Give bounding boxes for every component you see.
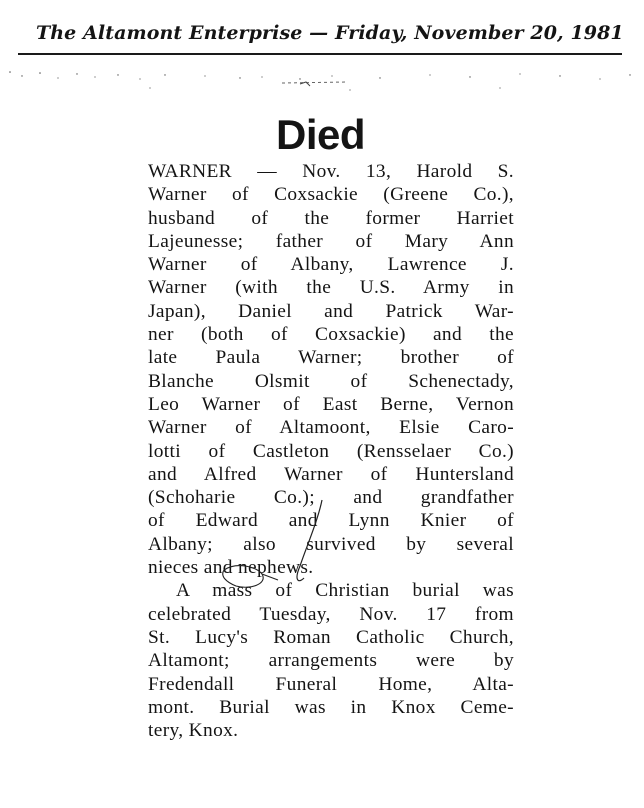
obituary-line: Altamont; arrangements were by xyxy=(148,650,514,672)
obituary-line: (Schoharie Co.); and grandfather xyxy=(148,487,514,509)
obituary-line: celebrated Tuesday, Nov. 17 from xyxy=(148,603,514,625)
obituary-line: ner (both of Coxsackie) and the xyxy=(148,324,514,346)
obituary-line: Japan), Daniel and Patrick War- xyxy=(148,300,514,322)
obituary-text xyxy=(148,160,514,742)
obituary-line: husband of the former Harriet xyxy=(148,207,514,229)
obituary-line: WARNER — Nov. 13, Harold S. xyxy=(148,161,514,182)
obituary-line: Warner of Albany, Lawrence J. xyxy=(148,254,514,276)
obituary-line: Blanche Olsmit of Schenectady, xyxy=(148,370,514,392)
obituary-line: Warner (with the U.S. Army in xyxy=(148,277,514,299)
obituary-line: of Edward and Lynn Knier of xyxy=(148,510,514,532)
masthead-rule xyxy=(18,53,622,55)
obituary-line: A mass of Christian burial was xyxy=(176,580,514,602)
newspaper-masthead: The Altamont Enterprise — Friday, November 20, 1981 xyxy=(36,22,624,44)
obituary-line: and Alfred Warner of Huntersland xyxy=(148,463,514,485)
obituary-line: mont. Burial was in Knox Ceme- xyxy=(148,696,514,718)
obituary-line: St. Lucy's Roman Catholic Church, xyxy=(148,626,514,648)
obituary-line: Leo Warner of East Berne, Vernon xyxy=(148,393,514,415)
obituary-line: late Paula Warner; brother of xyxy=(148,347,514,369)
obituary-heading: Died xyxy=(276,111,366,158)
obituary-line: Warner of Altamoont, Elsie Caro- xyxy=(148,417,514,439)
obituary-line: Warner of Coxsackie (Greene Co.), xyxy=(148,184,514,206)
obituary-line: Fredendall Funeral Home, Alta- xyxy=(148,673,514,695)
obituary-line: Lajeunesse; father of Mary Ann xyxy=(148,230,514,252)
obituary-line: lotti of Castleton (Rensselaer Co.) xyxy=(148,440,514,462)
obituary-line: tery, Knox. xyxy=(148,720,239,742)
obituary-line: nieces and nephews. xyxy=(148,557,314,579)
scan-specks-decoration xyxy=(0,58,644,98)
obituary-line: Albany; also survived by several xyxy=(148,533,514,555)
